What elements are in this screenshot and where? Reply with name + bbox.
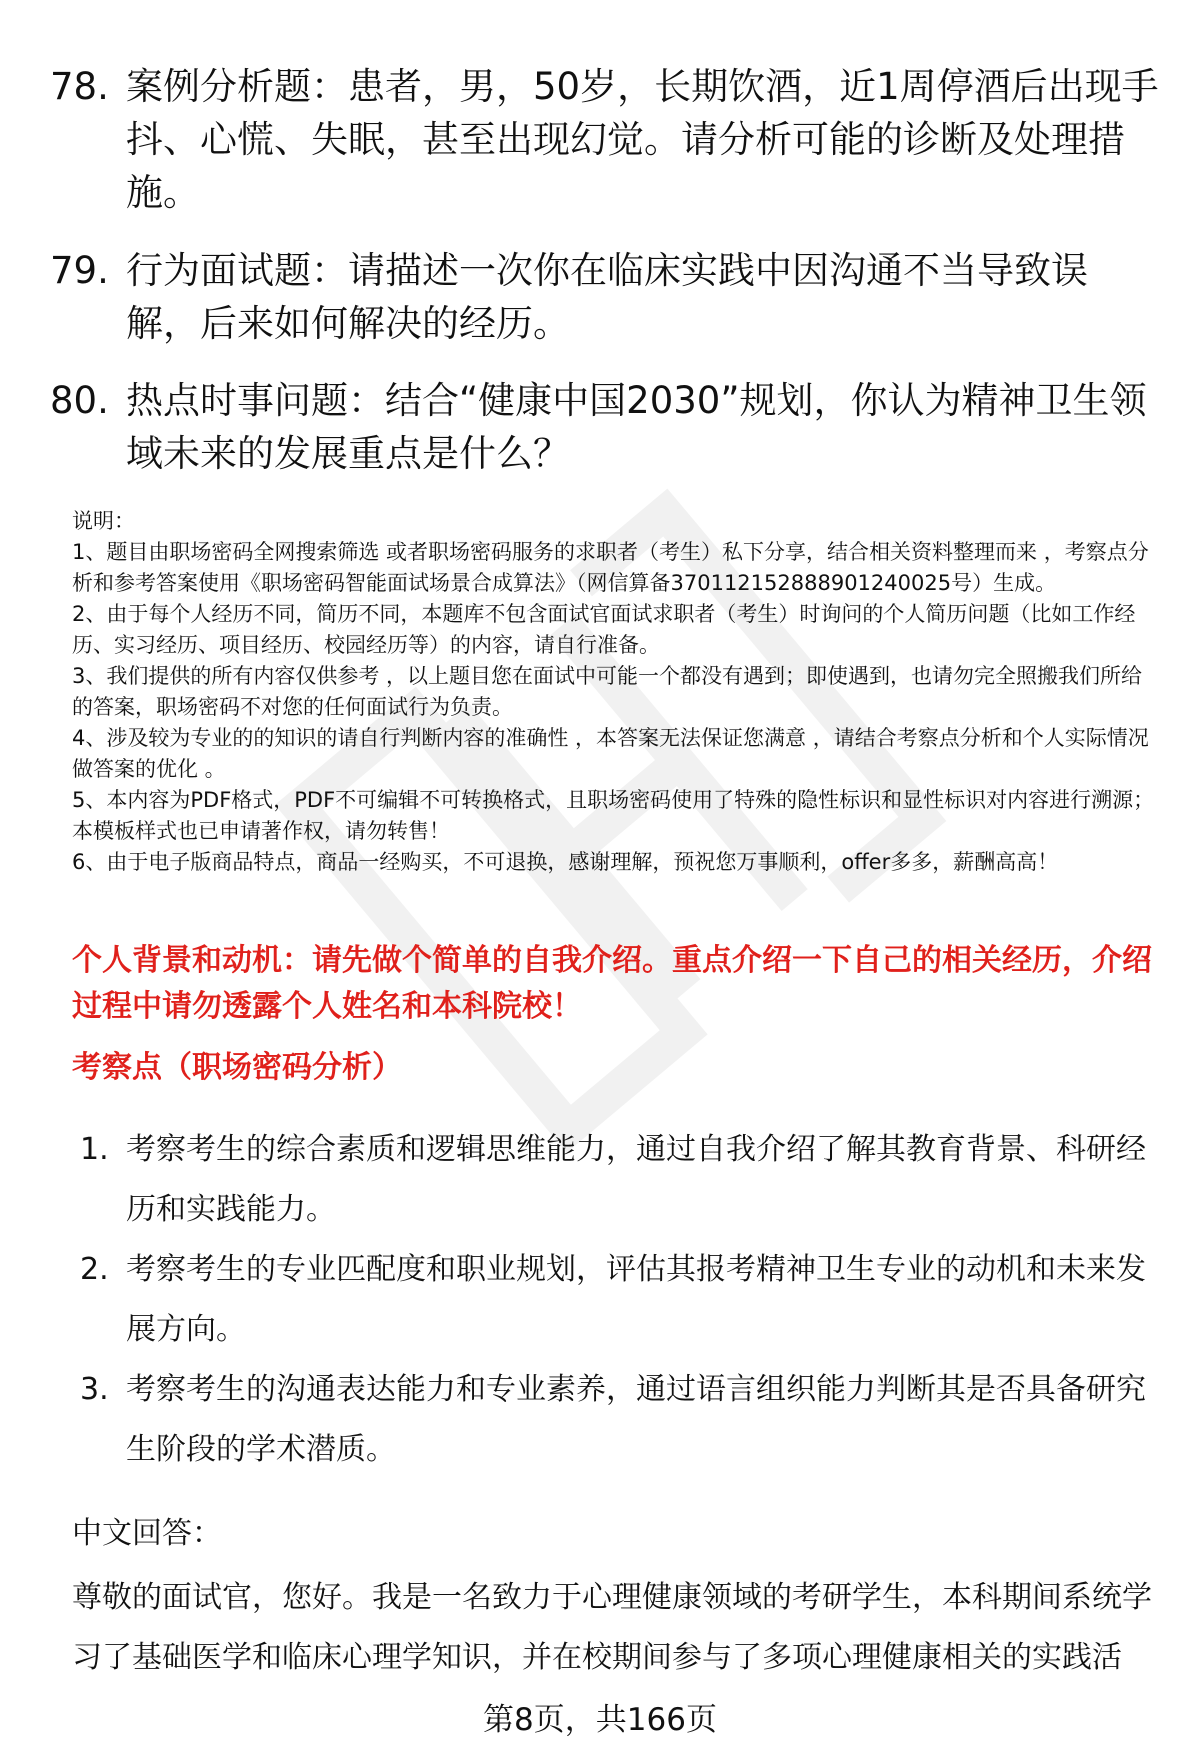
point-number: 2.: [80, 1252, 109, 1287]
point-number: 1.: [80, 1132, 109, 1167]
point-text: 考察考生的沟通表达能力和专业素养，通过语言组织能力判断其是否具备研究生阶段的学术潜质。: [126, 1372, 1146, 1467]
analysis-points: [80, 1120, 1160, 1480]
note-item: 3、我们提供的所有内容仅供参考 ，以上题目您在面试中可能一个都没有遇到；即使遇到，也请勿完全照搬我们所给的答案，职场密码不对您的任何面试行为负责。: [72, 664, 1143, 719]
note-item: 1、题目由职场密码全网搜索筛选 或者职场密码服务的求职者（考生）私下分享，结合相关资料整理而来 ，考察点分析和参考答案使用《职场密码智能面试场景合成算法》（网信算备370112152888901240025号）生成。: [72, 540, 1149, 595]
question-79: [50, 244, 1160, 350]
answer-text: 尊敬的面试官，您好。我是一名致力于心理健康领域的考研学生，本科期间系统学习了基础医学和临床心理学知识，并在校期间参与了多项心理健康相关的实践活: [72, 1580, 1152, 1675]
question-78: [50, 60, 1160, 219]
analysis-point: [80, 1240, 1160, 1360]
note-item: 5、本内容为PDF格式，PDF不可编辑不可转换格式，且职场密码使用了特殊的隐性标识和显性标识对内容进行溯源；本模板样式也已申请著作权，请勿转售！: [72, 788, 1155, 843]
analysis-point: [80, 1360, 1160, 1480]
question-text: 热点时事问题：结合“健康中国2030”规划，你认为精神卫生领域未来的发展重点是什么？: [126, 379, 1147, 475]
question-text: 行为面试题：请描述一次你在临床实践中因沟通不当导致误解，后来如何解决的经历。: [126, 249, 1088, 345]
focus-question: 个人背景和动机：请先做个简单的自我介绍。重点介绍一下自己的相关经历，介绍过程中请勿透露个人姓名和本科院校！: [72, 943, 1152, 1024]
question-text: 案例分析题：患者，男，50岁，长期饮酒，近1周停酒后出现手抖、心慌、失眠，甚至出现幻觉。请分析可能的诊断及处理措施。: [126, 65, 1159, 214]
note-item: 6、由于电子版商品特点，商品一经购买，不可退换，感谢理解，预祝您万事顺利，offer多多，薪酬高高！: [72, 850, 1059, 874]
point-text: 考察考生的专业匹配度和职业规划，评估其报考精神卫生专业的动机和未来发展方向。: [126, 1252, 1146, 1347]
notes-title: 说明：: [72, 509, 135, 533]
point-text: 考察考生的综合素质和逻辑思维能力，通过自我介绍了解其教育背景、科研经历和实践能力。: [126, 1132, 1146, 1227]
question-number: 80.: [50, 379, 109, 422]
analysis-heading: 考察点（职场密码分析）: [72, 1050, 402, 1085]
answer-heading: 中文回答：: [72, 1516, 222, 1551]
question-number: 78.: [50, 65, 109, 108]
question-80: [50, 374, 1160, 480]
page-footer: 第8页，共166页: [483, 1702, 717, 1738]
question-number: 79.: [50, 249, 109, 292]
analysis-point: [80, 1120, 1160, 1240]
note-item: 2、由于每个人经历不同，简历不同，本题库不包含面试官面试求职者（考生）时询问的个人简历问题（比如工作经历、实习经历、项目经历、校园经历等）的内容，请自行准备。: [72, 602, 1136, 657]
note-item: 4、涉及较为专业的的知识的请自行判断内容的准确性 ，本答案无法保证您满意 ，请结合考察点分析和个人实际情况做答案的优化 。: [72, 726, 1149, 781]
point-number: 3.: [80, 1372, 109, 1407]
notes-section: [72, 506, 1162, 878]
